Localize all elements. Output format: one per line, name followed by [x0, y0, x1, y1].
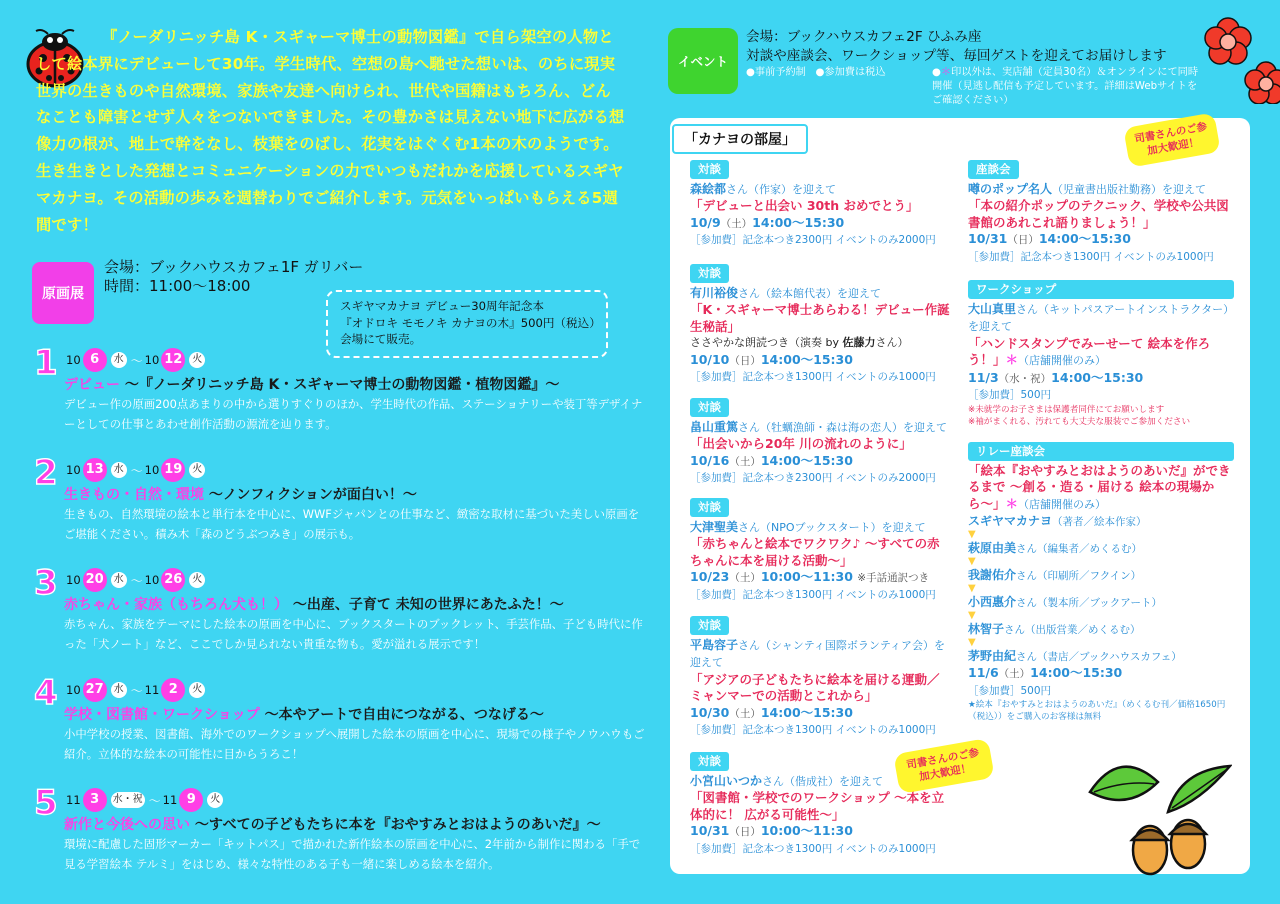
start-day: 3	[83, 788, 107, 812]
event-roundtable	[968, 160, 1238, 265]
end-weekday: 火	[189, 462, 205, 478]
start-weekday: 水	[111, 462, 127, 478]
week-dates: 10 13 水 〜 10 19 火	[66, 458, 207, 482]
event-note-mark: ●	[932, 67, 941, 78]
panel-title: 「カナヨの部屋」	[672, 124, 808, 154]
exhibition-hours: 時間：11:00〜18:00	[104, 277, 251, 295]
end-day: 26	[161, 568, 185, 592]
event-tag: 対談	[690, 498, 729, 517]
down-arrow-icon: ▼	[968, 610, 976, 621]
week-dates: 11 3 水・祝 〜 11 9 火	[66, 788, 225, 812]
guest-name: 大津聖美さん（NPOブックスタート）を迎えて	[690, 519, 926, 534]
event-talk-2	[690, 264, 952, 386]
event-tag: 座談会	[968, 160, 1019, 179]
start-month: 11	[66, 793, 81, 807]
end-day: 9	[179, 788, 203, 812]
anniversary-book-note	[326, 290, 608, 358]
guest-name: 森絵都さん（作家）を迎えて	[690, 181, 837, 196]
end-weekday: 火	[189, 572, 205, 588]
end-weekday: 火	[189, 682, 205, 698]
week-description: 赤ちゃん、家族をテーマにした絵本の原画を中心に、ブックスタートのブックレット、手芸作品、子ども時代に作った「犬ノート」など、ここでしか見られない貴重な物も。愛が溢れる展示です！	[64, 617, 643, 651]
event-date: 10/16（土）14:00〜15:30	[690, 452, 853, 468]
guest-name: 小宮山いつかさん（偕成社）を迎えて	[690, 773, 884, 788]
event-tag: リレー座談会	[968, 442, 1234, 461]
event-tag: 対談	[690, 398, 729, 417]
event-fee: ［参加費］記念本つき2300円 イベントのみ2000円	[690, 472, 936, 484]
week-title-theme: 学校・図書館・ワークショップ	[64, 707, 260, 723]
week-title	[64, 484, 417, 504]
week-title	[64, 704, 544, 724]
week-title-sub: 〜ノンフィクションが面白い！〜	[208, 487, 417, 503]
end-day: 12	[161, 348, 185, 372]
week-title	[64, 814, 601, 834]
exhibition-venue: 会場：ブックハウスカフェ1F ガリバー	[104, 258, 364, 276]
event-tag: 対談	[690, 160, 729, 179]
start-month: 10	[66, 353, 81, 367]
event-fee: ［参加費］記念本つき1300円 イベントのみ1000円	[690, 842, 936, 855]
start-weekday: 水	[111, 572, 127, 588]
event-venue: 会場：ブックハウスカフェ2F ひふみ座	[746, 29, 982, 45]
end-month: 10	[144, 353, 160, 367]
down-arrow-icon: ▼	[968, 637, 976, 648]
event-note-reservation: ●事前予約制	[746, 67, 806, 78]
event-tag: ワークショップ	[968, 280, 1234, 299]
acorn-illustration	[1080, 752, 1232, 888]
end-weekday: 火	[207, 792, 223, 808]
event-fee: ［参加費］記念本つき2300円 イベントのみ2000円	[690, 234, 936, 246]
event-talk-4	[690, 498, 952, 603]
week-title-theme: デビュー	[64, 377, 120, 393]
guest-name: 畠山重篤さん（牡蠣漁師・森は海の恋人）を迎えて	[690, 419, 948, 434]
start-day: 13	[83, 458, 107, 482]
event-title: 「出会いから20年 川の流れのように」	[690, 436, 912, 451]
week-description: デビュー作の原画200点あまりの中から選りすぐりのほか、学生時代の作品、ステーショナリーや装丁等デザイナーとしての仕事とあわせ創作活動の源流を辿ります。	[64, 397, 643, 431]
down-arrow-icon: ▼	[968, 556, 976, 567]
event-title: 「赤ちゃんと絵本でワクワク♪ 〜すべての赤ちゃんに本を届ける活動〜」	[690, 536, 940, 568]
end-weekday: 火	[189, 352, 205, 368]
event-title: 「ハンドスタンプでみーせーて 絵本を作ろう！」＊（店舗開催のみ）	[968, 335, 1211, 367]
exhibition-info	[104, 258, 363, 296]
event-badge: イベント	[668, 28, 738, 94]
week-title	[64, 374, 559, 394]
guest-name: 大山真里さん（キットパスアートインストラクター）を迎えて	[968, 301, 1235, 333]
event-fee: ［参加費］500円	[968, 389, 1052, 401]
guest-name: 平島容子さん（シャンティ国際ボランティア会）を迎えて	[690, 637, 946, 669]
week-dates: 10 20 水 〜 10 26 火	[66, 568, 207, 592]
down-arrow-icon: ▼	[968, 583, 976, 594]
event-notes	[746, 66, 886, 80]
event-talk-3	[690, 398, 952, 487]
event-title: 「図書館・学校でのワークショップ 〜本を立体的に！ 広がる可能性〜」	[690, 790, 945, 822]
start-weekday: 水	[111, 352, 127, 368]
event-note-text: 印以外は、実店舗（定員30名）＆オンラインにて同時開催（見逃し配信も予定しています。詳細はWebサイトをご確認ください）	[932, 67, 1199, 106]
event-tag: 対談	[690, 264, 729, 283]
event-date: 10/31（日）10:00〜11:30	[690, 823, 853, 838]
end-month: 10	[144, 573, 160, 587]
event-talk-5	[690, 616, 952, 739]
guest-name: 有川裕俊さん（絵本館代表）を迎えて	[690, 285, 882, 300]
event-title: 「デビューと出会い 30th おめでとう」	[690, 198, 919, 213]
intro-text: 『ノーダリニッチ島 K・スギャーマ博士の動物図鑑』で自ら架空の人物として絵本界にデビューして30年。学生時代、空想の島へ馳せた想いは、のちに現実世界の生きものや自然環境、家族や友達へ向けられ、世代や国籍はもちろん、どんなことも障害とせず人々をつないできました。その豊かさは見えない地下に広がる想像力の根が、地上で幹をなし、枝葉をのばし、花実をはぐくむ1本の木のようです。生き生きとした発想とコミュニケーションの力でいつもだれかを応援しているスギヤマカナヨ。その活動の歩みを週替わりでご紹介します。元気をいっぱいもらえる5週間です！	[36, 28, 625, 234]
event-fee: ［参加費］記念本つき1300円 イベントのみ1000円	[690, 371, 936, 383]
event-date: 10/23（土）10:00〜11:30 ※手話通訳つき	[690, 569, 930, 584]
event-fee: ［参加費］記念本つき1300円 イベントのみ1000円	[690, 588, 936, 601]
week-title-sub: 〜すべての子どもたちに本を『おやすみとおはようのあいだ』〜	[194, 817, 601, 833]
end-month: 11	[144, 683, 160, 697]
week-dates: 10 6 水 〜 10 12 火	[66, 348, 207, 372]
start-day: 6	[83, 348, 107, 372]
flower-illustration	[1200, 12, 1280, 104]
event-date: 10/10（日）14:00〜15:30	[690, 351, 853, 367]
start-weekday: 水	[111, 682, 127, 698]
week-description: 環境に配慮した固形マーカー「キットパス」で描かれた新作絵本の原画を中心に、2年前から制作に関わる「手で見る学習絵本 テルミ」をはじめ、様々な特性のある子も一緒に楽しめる絵本を紹介。	[64, 837, 641, 871]
event-date: 11/6（土）14:00〜15:30	[968, 665, 1123, 680]
librarian-welcome-bubble: 司書さんのご参加大歓迎！	[893, 738, 994, 794]
relay-person: 小西惠介さん（製本所／ブックアート）	[968, 595, 1162, 609]
event-fee: ［参加費］記念本つき1300円 イベントのみ1000円	[968, 250, 1214, 263]
event-title: 「絵本『おやすみとおはようのあいだ』ができるまで 〜創る・造る・届ける 絵本の現場から〜」＊（店舗開催のみ）	[968, 462, 1231, 511]
event-note-tax: ●参加費は税込	[815, 67, 886, 78]
week-title-sub: 〜出産、子育て 未知の世界にあたふた！〜	[292, 597, 564, 613]
event-fee: ［参加費］500円	[968, 684, 1052, 697]
week-title-theme: 生きもの・自然・環境	[64, 487, 204, 503]
event-date: 10/9（土）14:00〜15:30	[690, 214, 845, 230]
end-day: 19	[161, 458, 185, 482]
end-month: 10	[144, 463, 160, 477]
down-arrow-icon: ▼	[968, 529, 976, 540]
book-note-line2: 『オドロキ モモノキ カナヨの木』500円（税込）	[340, 315, 601, 330]
event-title: 「本の紹介ポップのテクニック、学校や公共図書館のあれこれ語りましょう！」	[968, 198, 1229, 230]
relay-person: 林智子さん（出版営業／めくるむ）	[968, 622, 1141, 636]
event-relay-talk	[968, 442, 1238, 723]
start-month: 10	[66, 683, 81, 697]
event-note-star: ＊	[940, 67, 952, 78]
event-date: 11/3（水・祝）14:00〜15:30	[968, 369, 1144, 385]
week-number: 3	[34, 563, 58, 603]
event-title: 「K・スギャーマ博士あらわる！デビュー作誕生秘話」	[690, 302, 950, 334]
week-number: 5	[34, 783, 58, 823]
week-title-theme: 赤ちゃん・家族（もちろん犬も！）	[64, 597, 288, 613]
exhibition-badge: 原画展	[32, 262, 94, 324]
week-number: 4	[34, 673, 58, 713]
week-number: 2	[34, 453, 58, 493]
librarian-welcome-bubble: 司書さんのご参加大歓迎！	[1123, 112, 1221, 167]
start-day: 27	[83, 678, 107, 702]
week-description: 生きもの、自然環境の絵本と単行本を中心に、WWFジャパンとの仕事など、緻密な取材に基づいた美しい原画をご堪能ください。積み木「森のどうぶつみき」の展示も。	[64, 507, 640, 541]
week-title-sub: 〜本やアートで自由につながる、つなげる〜	[264, 707, 544, 723]
start-month: 10	[66, 573, 81, 587]
start-month: 10	[66, 463, 81, 477]
end-day: 2	[161, 678, 185, 702]
event-description: 対談や座談会、ワークショップ等、毎回ゲストを迎えてお届けします	[746, 47, 1167, 64]
event-workshop	[968, 280, 1238, 428]
event-fee: ［参加費］記念本つき1300円 イベントのみ1000円	[690, 724, 936, 736]
guest-name: 噂のポップ名人（児童書出版社勤務）を迎えて	[968, 181, 1207, 196]
relay-note: ★絵本『おやすみとおはようのあいだ』（めくるむ刊／価格1650円（税込））をご購入のお客様は無料	[968, 700, 1226, 722]
week-title-theme: 新作と今後への思い	[64, 817, 190, 833]
event-title: 「アジアの子どもたちに絵本を届ける運動／ミャンマーでの活動とこれから」	[690, 671, 940, 703]
event-talk-1	[690, 160, 952, 249]
week-description: 小中学校の授業、図書館、海外でのワークショップへ展開した絵本の原画を中心に、現場での様子やノウハウもご紹介。立体的な絵本の可能性に目からうろこ！	[64, 727, 645, 761]
workshop-note-2: ※袖がまくれる、汚れても大丈夫な服装でご参加ください	[968, 416, 1191, 427]
book-note-line3: 会場にて販売。	[340, 332, 422, 346]
relay-person: スギヤマカナヨ（著者／絵本作家）	[968, 514, 1147, 528]
relay-person: 萩原由美さん（編集者／めくるむ）	[968, 541, 1143, 555]
start-day: 20	[83, 568, 107, 592]
book-note-line1: スギヤマカナヨ デビュー30周年記念本	[340, 299, 544, 313]
week-title-sub: 〜『ノーダリニッチ島 K・スギャーマ博士の動物図鑑・植物図鑑』〜	[124, 377, 560, 393]
event-note-hybrid	[932, 66, 1202, 108]
event-date: 10/30（土）14:00〜15:30	[690, 704, 853, 720]
relay-person: 我謝佑介さん（印刷所／フクイン）	[968, 568, 1142, 582]
week-title	[64, 594, 564, 614]
event-extra: ささやかな朗読つき（演奏 by 佐藤力さん）	[690, 336, 909, 349]
event-tag: 対談	[690, 616, 729, 635]
event-info	[746, 28, 1167, 65]
workshop-note-1: ※未就学のお子さまは保護者同伴にてお願いします	[968, 404, 1165, 415]
event-tag: 対談	[690, 752, 729, 771]
week-dates: 10 27 水 〜 11 2 火	[66, 678, 207, 702]
start-weekday: 水・祝	[111, 792, 145, 808]
relay-person: 茅野由紀さん（書店／ブックハウスカフェ）	[968, 649, 1182, 663]
week-number: 1	[34, 343, 58, 383]
event-date: 10/31（日）14:00〜15:30	[968, 231, 1131, 246]
end-month: 11	[162, 793, 178, 807]
